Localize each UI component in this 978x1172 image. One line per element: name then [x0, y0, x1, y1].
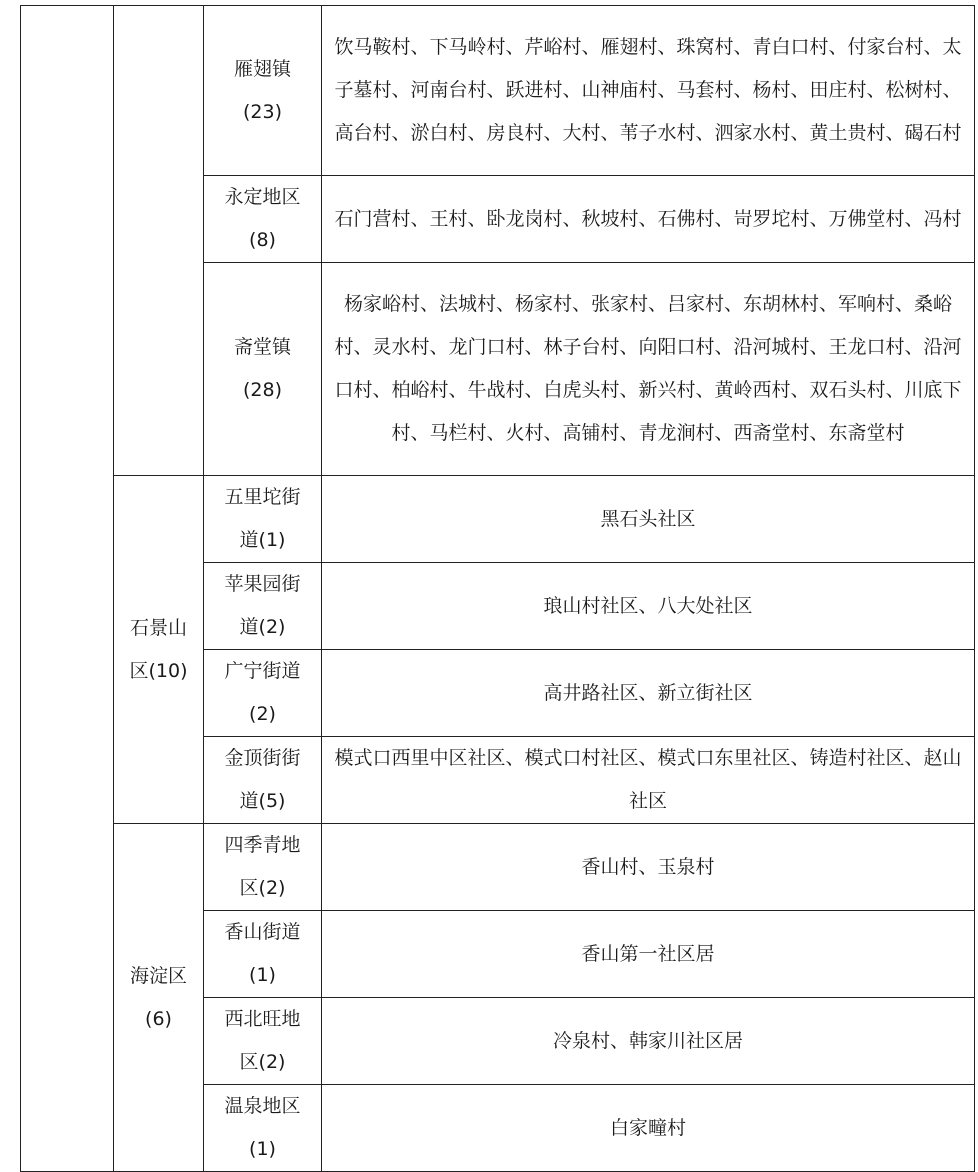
town-count: 道(1) — [239, 529, 286, 551]
town-cell — [204, 1085, 322, 1172]
town-cell — [204, 911, 322, 998]
table-row — [21, 476, 975, 563]
villages-cell: 石门营村、王村、卧龙岗村、秋坡村、石佛村、岢罗坨村、万佛堂村、冯村 — [322, 176, 975, 263]
town-count: 道(2) — [239, 616, 286, 638]
town-name: 香山街道 — [224, 921, 301, 943]
town-name: 雁翅镇 — [233, 57, 291, 80]
town-count: (23) — [242, 100, 282, 123]
town-count: (1) — [249, 964, 276, 986]
town-cell — [204, 998, 322, 1085]
district-count: (6) — [145, 1007, 172, 1030]
town-cell — [204, 476, 322, 563]
town-cell — [204, 263, 322, 476]
district-name: 海淀区 — [129, 964, 187, 987]
town-cell — [204, 176, 322, 263]
district-cell-haidian — [114, 824, 204, 1172]
town-cell — [204, 737, 322, 824]
town-name: 五里坨街 — [224, 486, 301, 508]
town-name: 苹果园街 — [224, 573, 301, 595]
villages-cell: 香山村、玉泉村 — [322, 824, 975, 911]
table-row — [21, 6, 975, 176]
town-name: 永定地区 — [224, 186, 301, 208]
villages-table — [20, 5, 975, 1172]
district-cell-shijingshan — [114, 476, 204, 824]
villages-cell: 饮马鞍村、下马岭村、芹峪村、雁翅村、珠窝村、青白口村、付家台村、太子墓村、河南台村、跃进村、山神庙村、马套村、杨村、田庄村、松树村、高台村、淤白村、房良村、大村、苇子水村、泗家水村、黄土贵村、碣石村 — [322, 6, 975, 176]
villages-cell: 冷泉村、韩家川社区居 — [322, 998, 975, 1085]
town-count: 道(5) — [239, 790, 286, 812]
town-cell — [204, 650, 322, 737]
villages-cell: 香山第一社区居 — [322, 911, 975, 998]
town-name: 温泉地区 — [224, 1095, 301, 1117]
town-count: 区(2) — [239, 877, 286, 899]
town-count: (2) — [249, 703, 276, 725]
villages-cell: 琅山村社区、八大处社区 — [322, 563, 975, 650]
town-count: (28) — [242, 379, 282, 401]
district-count: 区(10) — [129, 659, 188, 682]
villages-cell: 模式口西里中区社区、模式口村社区、模式口东里社区、铸造村社区、赵山社区 — [322, 737, 975, 824]
villages-cell: 黑石头社区 — [322, 476, 975, 563]
villages-cell: 杨家峪村、法城村、杨家村、张家村、吕家村、东胡林村、军响村、桑峪村、灵水村、龙门口村、林子台村、向阳口村、沿河城村、王龙口村、沿河口村、柏峪村、牛战村、白虎头村、新兴村、黄岭西村、双石头村、川底下村、马栏村、火村、高铺村、青龙涧村、西斋堂村、东斋堂村 — [322, 263, 975, 476]
town-name: 广宁街道 — [224, 660, 301, 682]
town-name: 金顶街街 — [224, 747, 301, 769]
town-cell — [204, 6, 322, 176]
town-cell — [204, 824, 322, 911]
district-name: 石景山 — [129, 616, 187, 639]
city-column-cell — [21, 6, 114, 1172]
town-name: 四季青地 — [224, 834, 301, 856]
town-count: (8) — [249, 229, 276, 251]
table-row — [21, 824, 975, 911]
town-count: (1) — [249, 1138, 276, 1160]
town-count: 区(2) — [239, 1051, 286, 1073]
town-name: 斋堂镇 — [233, 336, 291, 358]
district-cell-mentougou — [114, 6, 204, 476]
town-cell — [204, 563, 322, 650]
town-name: 西北旺地 — [224, 1008, 301, 1030]
villages-cell: 白家疃村 — [322, 1085, 975, 1172]
villages-cell: 高井路社区、新立街社区 — [322, 650, 975, 737]
